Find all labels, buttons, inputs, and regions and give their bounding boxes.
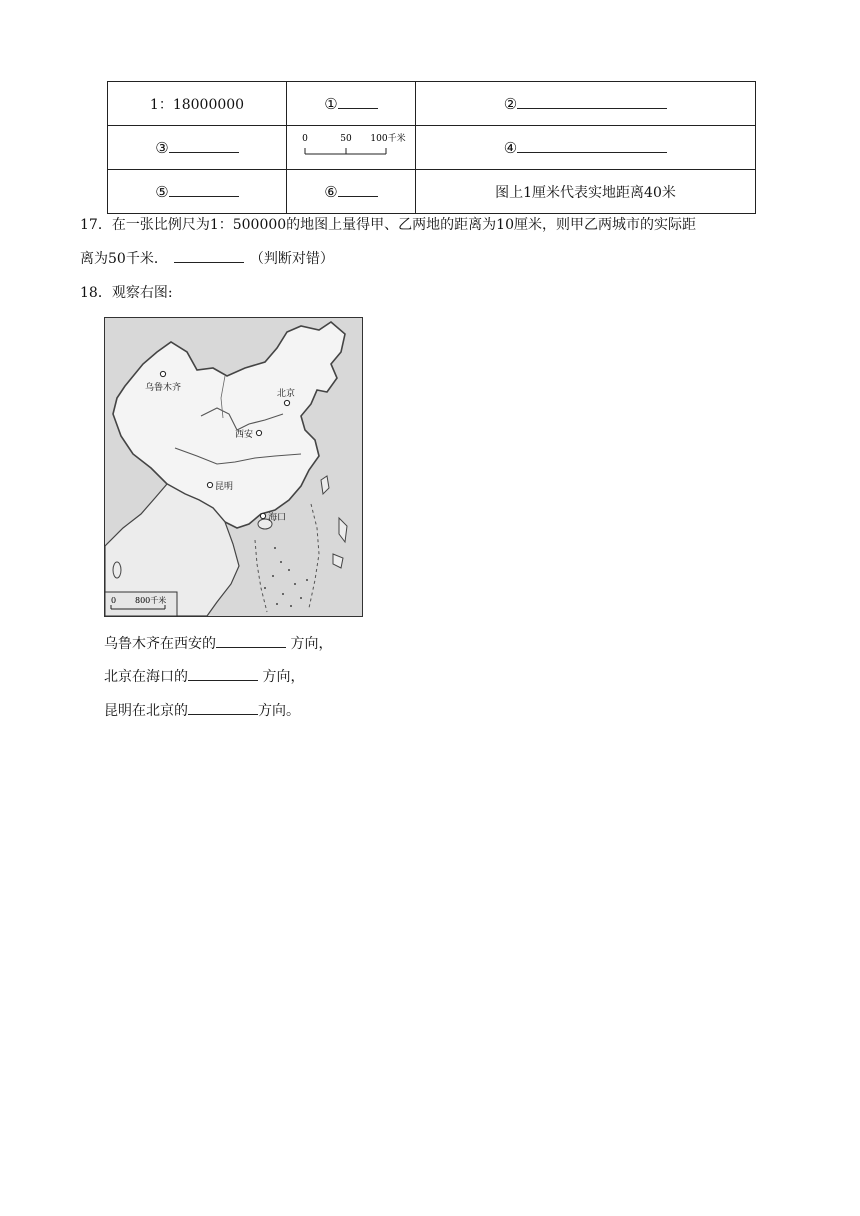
map-image — [105, 318, 362, 616]
city-label-xian: 西安 — [235, 430, 254, 440]
city-label-kunming: 昆明 — [215, 482, 234, 492]
table-cell — [108, 170, 287, 214]
china-map — [104, 317, 363, 617]
city-label-urumqi: 乌鲁木齐 — [145, 383, 182, 393]
answer-blank[interactable] — [517, 138, 667, 153]
scale-bar-label-0: 0 — [302, 133, 308, 144]
item-marker: ② — [503, 95, 518, 113]
scale-bar — [296, 131, 406, 161]
table-row — [108, 82, 756, 126]
answer-blank[interactable] — [188, 666, 258, 681]
table-cell — [416, 82, 756, 126]
table-cell — [108, 126, 287, 170]
answer-blank[interactable] — [188, 700, 258, 715]
question-17-line1: 17．在一张比例尺为1：500000的地图上量得甲、乙两地的距离为10厘米，则甲乙两城市的实际距 — [80, 217, 696, 233]
answer-blank[interactable] — [174, 248, 244, 263]
answer-text: 北京在海口的 — [104, 669, 188, 685]
scale-text: 1：18000000 — [149, 96, 245, 113]
item-marker: ① — [324, 95, 338, 113]
answer-line-1 — [104, 633, 332, 653]
city-label-beijing: 北京 — [277, 389, 296, 399]
answer-blank[interactable] — [169, 138, 239, 153]
answer-text: 乌鲁木齐在西安的 — [104, 636, 216, 652]
item-marker: ③ — [155, 139, 169, 157]
answer-line-3 — [104, 700, 300, 720]
item-marker: ⑤ — [155, 183, 169, 201]
scale-description: 图上1厘米代表实地距离40米 — [495, 184, 676, 201]
answer-text: 方向， — [286, 636, 333, 652]
question-17-text: 离为50千米． — [80, 251, 168, 267]
question-17-hint: （判断对错） — [249, 251, 334, 267]
item-marker: ④ — [503, 139, 518, 157]
answer-text: 昆明在北京的 — [104, 703, 188, 719]
map-scale-0: 0 — [111, 596, 117, 605]
table-cell — [287, 126, 416, 170]
city-label-haikou: 海口 — [268, 513, 287, 523]
table-cell — [287, 170, 416, 214]
table-cell — [416, 126, 756, 170]
scale-table — [107, 81, 756, 214]
answer-text: 方向， — [258, 669, 305, 685]
answer-blank[interactable] — [338, 94, 378, 109]
question-18-title: 18．观察右图: — [80, 285, 173, 301]
scale-bar-label-50: 50 — [340, 133, 352, 144]
answer-blank[interactable] — [169, 182, 239, 197]
table-cell — [416, 170, 756, 214]
question-17-line2 — [80, 248, 334, 269]
scale-bar-label-100: 100千米 — [370, 133, 406, 144]
answer-blank[interactable] — [216, 633, 286, 648]
answer-line-2 — [104, 666, 304, 686]
table-row — [108, 170, 756, 214]
answer-blank[interactable] — [517, 94, 667, 109]
table-cell — [108, 82, 287, 126]
answer-text: 方向。 — [258, 703, 300, 719]
answer-blank[interactable] — [338, 182, 378, 197]
map-scale-800: 800千米 — [135, 596, 167, 605]
table-cell — [287, 82, 416, 126]
table-row — [108, 126, 756, 170]
item-marker: ⑥ — [324, 183, 338, 201]
